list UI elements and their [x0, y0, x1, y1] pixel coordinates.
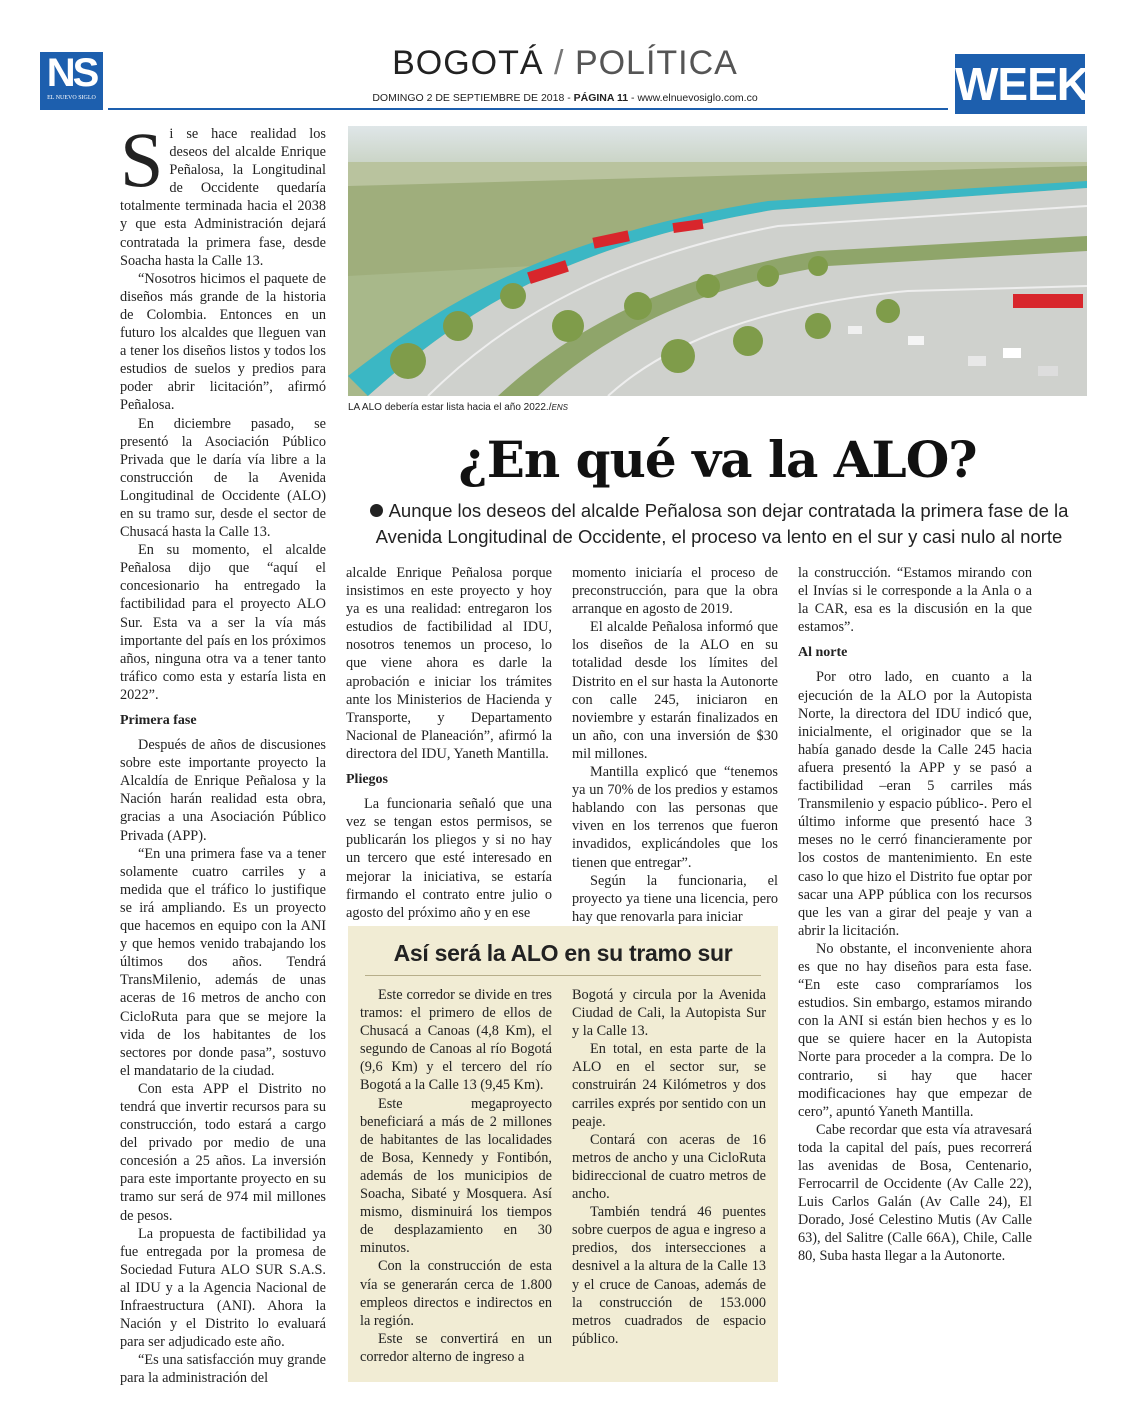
highway-rendering-photo	[348, 126, 1087, 396]
article-column-2	[346, 564, 552, 922]
paragraph: “En una primera fase va a tener solamente cuatro carriles y a medida que el tráfico lo justifique se irá ampliando. Es un proyecto que hacemos en equipo con la ANI y que hemos venido trabajando los últimos dos años. Tendrá TransMilenio, además de unas aceras de 16 metros de ancho con CicloRuta para que se mejore la vida de los habitantes de los sectores por donde pasa”, sostuvo el mandatario de la ciudad.	[120, 845, 326, 1079]
paragraph: Con la construcción de esta vía se generarán cerca de 1.800 empleos directos e indirectos en la región.	[360, 1258, 552, 1329]
paragraph: El alcalde Peñalosa informó que los diseños de la ALO en su totalidad desde los límites del Distrito en el sur hasta la Autonorte con calle 245, iniciaron en noviembre y estarán finalizados en un año, con una inversión de $30 mil millones.	[572, 619, 778, 762]
paragraph: Por otro lado, en cuanto a la ejecución de la ALO por la Autopista Norte, la directora del IDU indicó que, inicialmente, el originador que se la había ganado desde la Calle 245 hacia afuera presentó la APP y se pasó a factibilidad –eran 5 carriles más Transmilenio y espacio público-. Pero el último informe que presentó hace 3 meses no le cerró financieramente por los costos de mantenimiento. En este caso lo que hizo el Distrito fue optar por sacar una APP pública con los recursos que les van a girar del peaje y van a abrir la licitación.	[798, 669, 1032, 939]
subhead: Primera fase	[120, 713, 197, 728]
dateline	[330, 92, 800, 104]
section-sub: POLÍTICA	[574, 44, 738, 82]
paragraph: la construcción. “Estamos mirando con el Invías si le corresponde a la Anla o a la CAR, esa es la discusión en la que estamos”.	[798, 565, 1032, 636]
paragraph: Según la funcionaria, el proyecto ya tiene una licencia, pero hay que renovarla para iniciar	[572, 872, 778, 925]
logo-letters: NS	[46, 51, 97, 95]
paragraph: “Nosotros hicimos el paquete de diseños más grande de la historia de Colombia. Entonces en un futuro los alcaldes que lleguen van a tener los diseños listos y todos los estudios de suelos y predios para poder abrir licitación”, afirmó Peñalosa.	[120, 270, 326, 414]
info-box-column-2	[572, 986, 766, 1348]
photo-caption	[348, 402, 568, 413]
paragraph: i se hace realidad los deseos del alcalde Enrique Peñalosa, la Longitudinal de Occidente quedaría totalmente terminada hacia el 2038 y que esta Administración dejará contratada la primera fase, desde Soacha hasta la Calle 13.	[120, 126, 326, 269]
article-deck	[354, 498, 1084, 550]
article-headline: ¿En qué va la ALO?	[458, 430, 977, 489]
paragraph: “Es una satisfacción muy grande para la administración del	[120, 1352, 326, 1387]
info-box-rule	[365, 975, 761, 976]
logo-subtitle: EL NUEVO SIGLO	[47, 95, 96, 101]
paragraph: Después de años de discusiones sobre este importante proyecto la Alcaldía de Enrique Peñalosa y la Nación harán realidad esta obra, gracias a una Asociación Público Privada (APP).	[120, 737, 326, 844]
paragraph: En diciembre pasado, se presentó la Asociación Público Privada que le daría vía libre a la construcción de la Avenida Longitudinal de Occidente (ALO) en su tramo sur, desde el sector de Chusacá hasta la Calle 13.	[120, 415, 326, 541]
newspaper-logo	[40, 52, 103, 110]
paragraph: Cabe recordar que esta vía atravesará toda la capital del país, pues recorrerá las avenidas de Bosa, Centenario, Ferrocarril de Occidente (Av Calle 22), Luis Carlos Galán (Av Calle 24), El Dorado, José Celestino Mutis (Av Calle 63), del Salitre (Calle 66A), Chile, Calle 80, Suba hasta llegar a la Autonorte.	[798, 1121, 1032, 1265]
caption-text: LA ALO debería estar lista hacia el año 2022./	[348, 402, 552, 413]
paragraph: alcalde Enrique Peñalosa porque insistimos en este proyecto y hoy ya es una realidad: entregaron los estudios de factibilidad al IDU, nosotros tenemos un proceso, lo que viene ahora es darle la aprobación e iniciar los trámites ante los Ministerios de Hacienda y Transporte, y Departamento Nacional de Planeación”, afirmó la directora del IDU, Yaneth Mantilla.	[346, 565, 552, 762]
dateline-site: - www.elnuevosiglo.com.co	[628, 92, 758, 104]
article-column-3	[572, 564, 778, 926]
week-badge: WEEK	[955, 54, 1085, 114]
paragraph: Bogotá y circula por la Avenida Ciudad de Cali, la Autopista Sur y la Calle 13.	[572, 987, 766, 1040]
dateline-page: PÁGINA 11	[573, 92, 629, 104]
caption-credit: ENS	[551, 403, 568, 412]
paragraph: También tendrá 46 puentes sobre cuerpos de agua e ingreso a predios, dos intersecciones a desnivel a la altura de la Calle 13 y el cruce de Canoas, además de la construcción de 153.000 metros cuadrados de espacio público.	[572, 1204, 766, 1347]
paragraph: Con esta APP el Distrito no tendrá que invertir recursos para su construcción, todo estará a cargo del privado por medio de una concesión a 25 años. La inversión para este importante proyecto en su tramo sur será de 974 mil millones de pesos.	[120, 1080, 326, 1224]
paragraph: Este corredor se divide en tres tramos: el primero de ellos de Chusacá a Canoas (4,8 Km), el segundo de Canoas al río Bogotá (9,6 Km) y el tercero del río Bogotá a la Calle 13 (9,45 Km).	[360, 987, 552, 1094]
drop-cap: S	[120, 116, 164, 203]
paragraph: Este megaproyecto beneficiará a más de 2 millones de habitantes de las localidades de Bosa, Kennedy y Fontibón, además de los municipios de Soacha, Sibaté y Mosquera. Así mismo, disminuirá los tiempos de desplazamiento en 30 minutos.	[360, 1095, 552, 1257]
paragraph: momento iniciaría el proceso de preconstrucción, para que la obra arranque en agosto de 2019.	[572, 565, 778, 618]
article-column-4	[798, 564, 1032, 1266]
header-rule	[108, 108, 948, 110]
section-main: BOGOTÁ	[392, 44, 544, 82]
article-column-1	[120, 116, 326, 1387]
deck-text: Aunque los deseos del alcalde Peñalosa son dejar contratada la primera fase de la Avenida Longitudinal de Occidente, el proceso va lento en el sur y casi nulo al norte	[375, 500, 1069, 547]
dateline-date: DOMINGO 2 DE SEPTIEMBRE DE 2018 -	[372, 92, 574, 104]
bullet-icon	[370, 504, 383, 517]
section-title	[360, 44, 770, 83]
paragraph: Contará con aceras de 16 metros de ancho y una CicloRuta bidireccional de cuatro metros de ancho.	[572, 1131, 766, 1203]
paragraph: En total, en esta parte de la ALO en el sector sur, se construirán 24 Kilómetros y dos carriles exprés por sentido con un peaje.	[572, 1041, 766, 1130]
highway-illustration	[348, 126, 1087, 396]
paragraph: No obstante, el inconveniente ahora es que no hay diseños para esta fase. “En este caso compraríamos los estudios. Sin embargo, estamos mirando con la ANI si están bien hechos y es lo que se quiere hacer en la Autopista Norte para proceder a la compra. De lo contrario, si hay que hacer modificaciones hay que empezar de cero”, apuntó Yaneth Mantilla.	[798, 940, 1032, 1120]
section-separator: /	[554, 44, 565, 82]
paragraph: Este se convertirá en un corredor alterno de ingreso a	[360, 1330, 552, 1365]
paragraph: Mantilla explicó que “tenemos ya un 70% de los predios y estamos hablando con las personas que viven en los terrenos que fueron invadidos, explicándoles que los tienen que entregar”.	[572, 764, 778, 871]
paragraph: La propuesta de factibilidad ya fue entregada por la promesa de Sociedad Futura ALO SUR S.A.S. al IDU y a la Agencia Nacional de Infraestructura (ANI). Ahora la Nación y el Distrito lo evaluará para ser adjudicado este año.	[120, 1225, 326, 1351]
info-box-column-1	[360, 986, 552, 1366]
info-box-title: Así será la ALO en su tramo sur	[393, 940, 733, 966]
paragraph: En su momento, el alcalde Peñalosa dijo que “aquí el concesionario ha entregado la factibilidad para el proyecto ALO Sur. Esta va a ser la vía más importante del país en los próximos años, ninguna otra va a tener tanto tráfico como esta y estaría lista en 2022”.	[120, 542, 326, 703]
subhead: Al norte	[798, 645, 848, 661]
paragraph: La funcionaria señaló que una vez se tengan estos permisos, se publicarán los pliegos y si no hay un tercero que esté interesado en mejorar la iniciativa, se estaría firmando el contrato entre julio o agosto del próximo año y en ese	[346, 796, 552, 921]
subhead: Pliegos	[346, 772, 388, 788]
